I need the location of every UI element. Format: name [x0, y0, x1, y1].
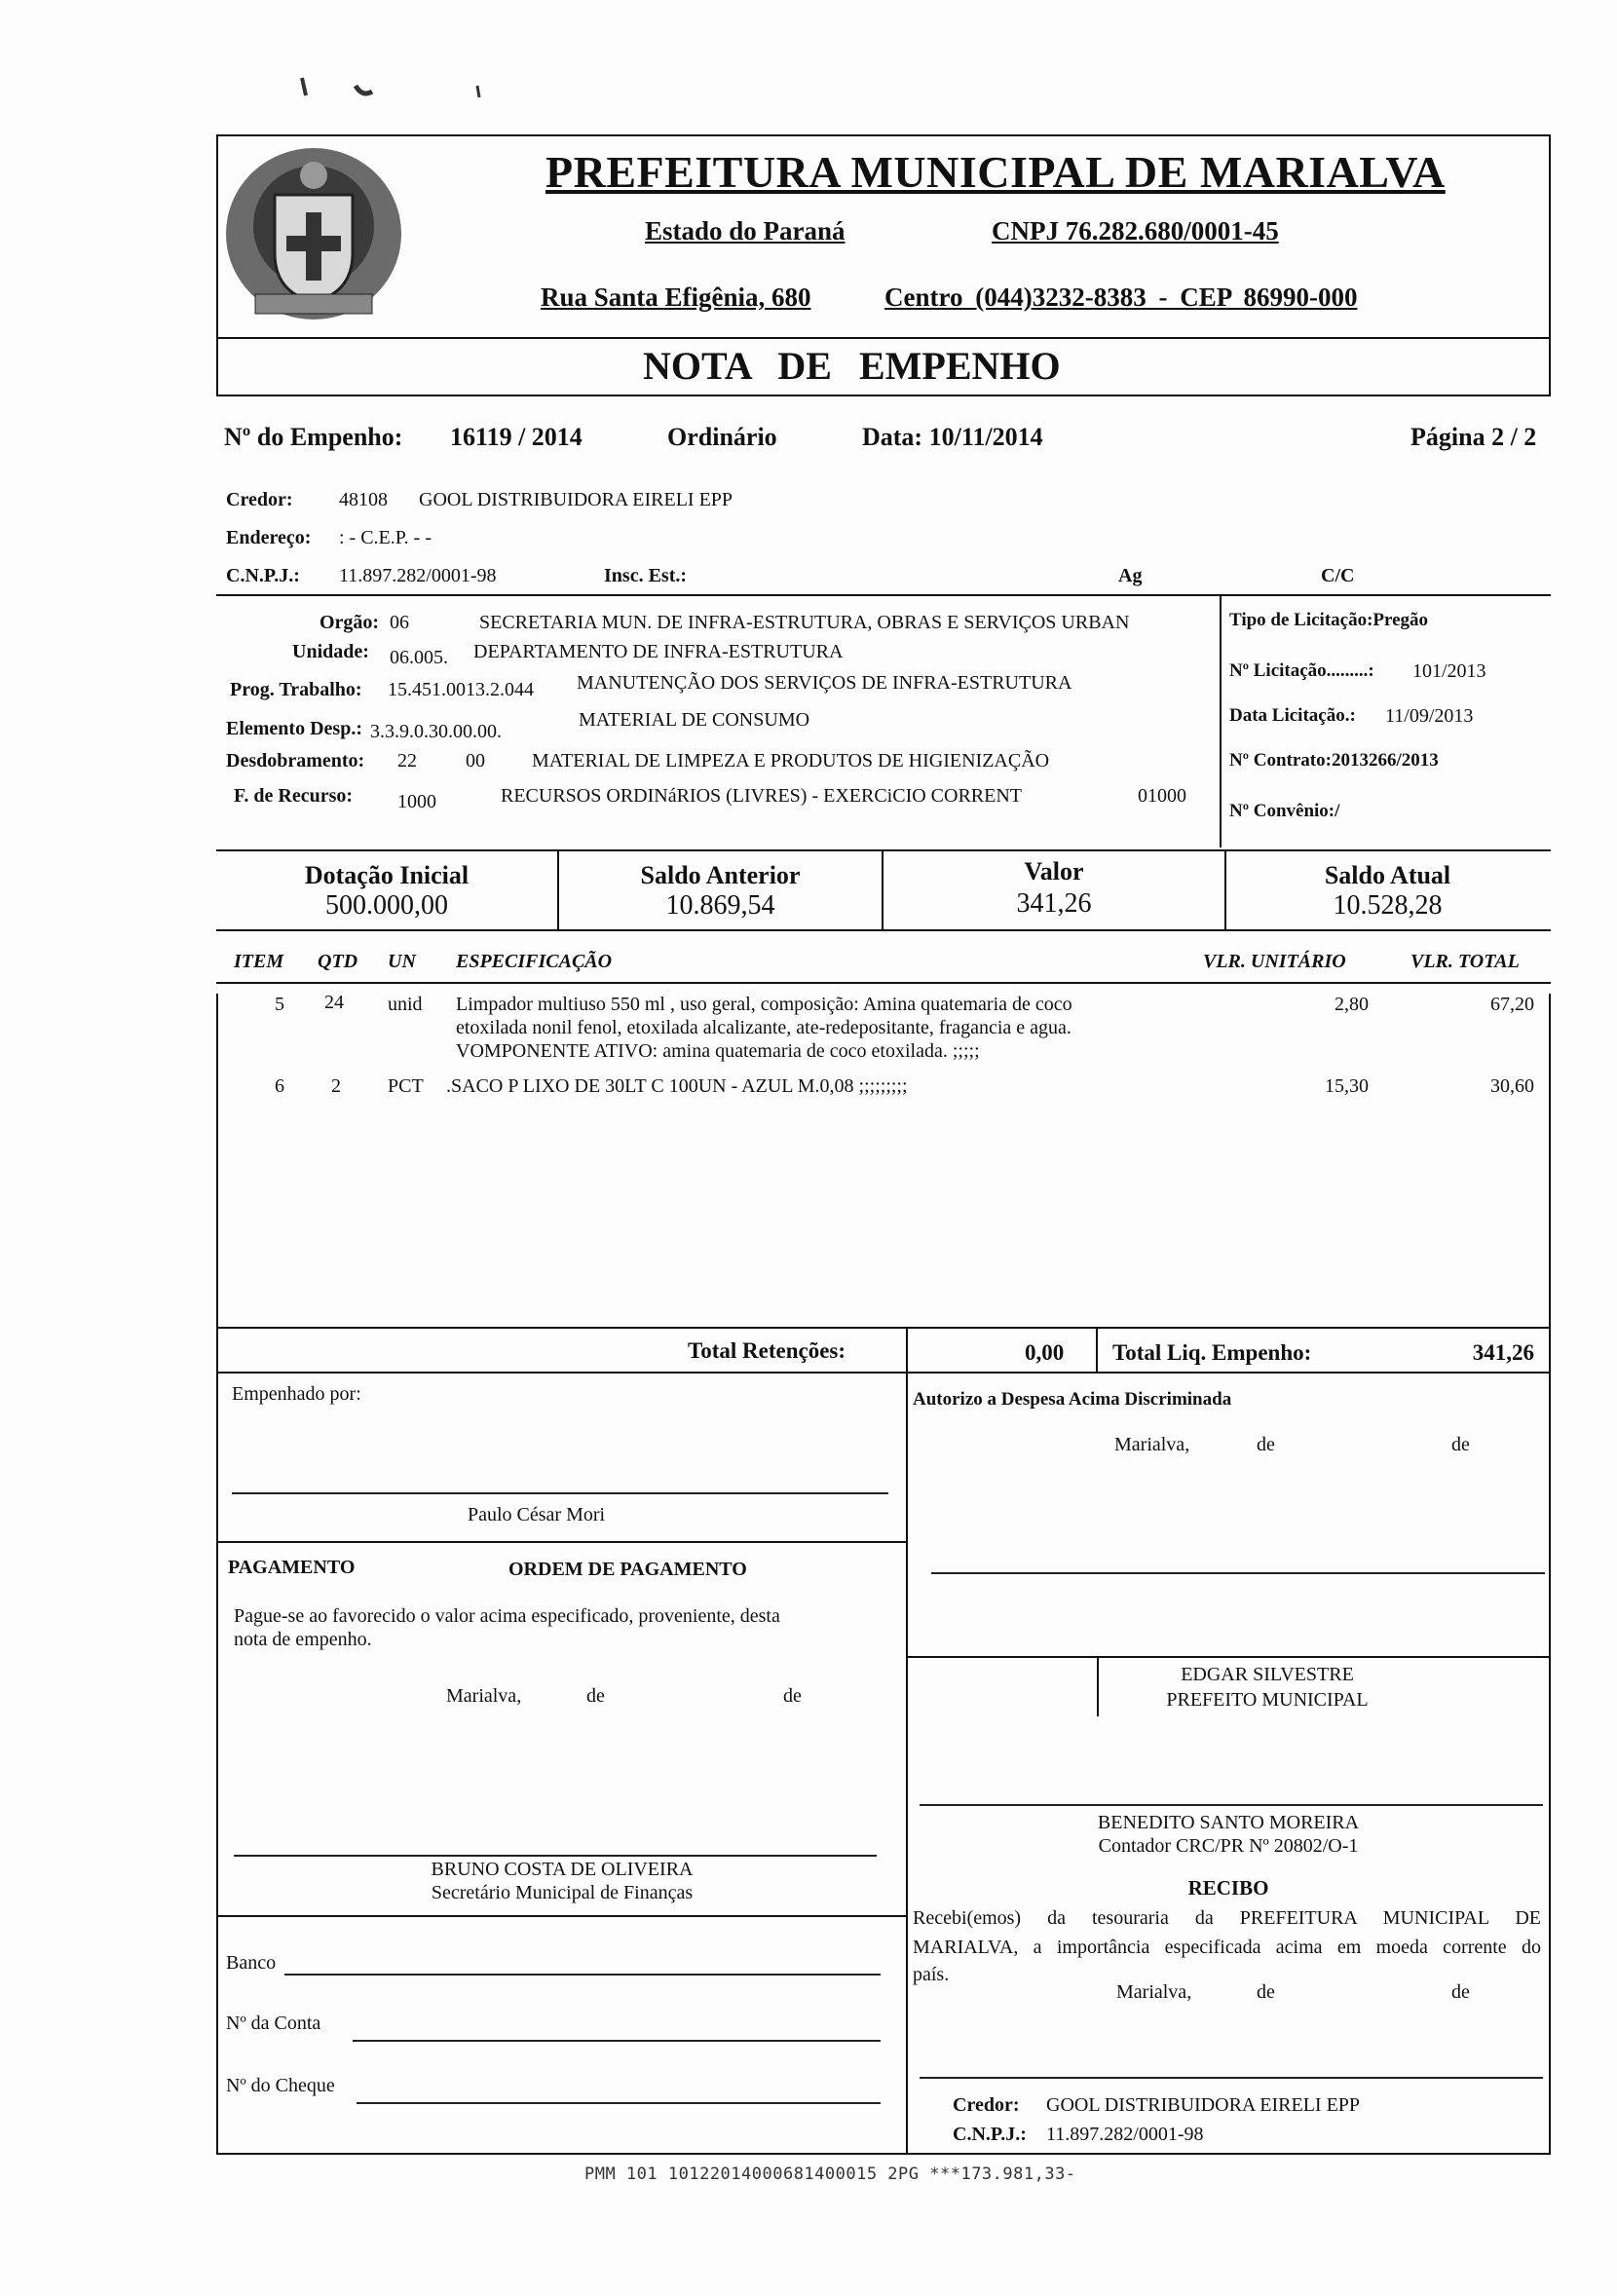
row-unit-value: 2,80 — [1335, 994, 1369, 1015]
row-un: PCT — [388, 1075, 424, 1097]
credor-code: 48108 — [339, 489, 388, 510]
valor-label: Valor — [1024, 857, 1084, 885]
pagamento-de-2: de — [783, 1685, 802, 1707]
total-retencoes-label: Total Retenções: — [688, 1338, 846, 1363]
total-liq-value: 341,26 — [1472, 1340, 1534, 1365]
total-liq-label: Total Liq. Empenho: — [1112, 1340, 1312, 1365]
pague-se-line2: nota de empenho. — [234, 1629, 372, 1650]
empenho-number-label: Nº do Empenho: — [224, 423, 403, 451]
orgao-label: Orgão: — [320, 612, 380, 633]
secretario-cargo: Secretário Municipal de Finanças — [431, 1882, 694, 1903]
elemento-desp-label: Elemento Desp.: — [226, 718, 362, 739]
state-name: Estado do Paraná — [645, 216, 846, 245]
prefeitura-title: PREFEITURA MUNICIPAL DE MARIALVA — [545, 147, 1446, 197]
cnpj-value: 11.897.282/0001-98 — [339, 565, 497, 586]
page-number: Página 2 / 2 — [1410, 423, 1537, 451]
contrato-number: Nº Contrato:2013266/2013 — [1229, 750, 1439, 771]
unidade-label: Unidade: — [292, 641, 369, 662]
row-qtd: 2 — [331, 1075, 341, 1097]
endereco-value: : - C.E.P. - - — [339, 527, 432, 548]
fonte-recurso-desc: RECURSOS ORDINáRIOS (LIVRES) - EXERCiCIO CORRENT — [501, 785, 1023, 807]
desdobramento-code: 22 — [397, 750, 417, 772]
saldo-anterior-value: 10.869,54 — [665, 890, 775, 921]
fonte-recurso-num: 01000 — [1138, 785, 1186, 807]
credor-label: Credor: — [226, 489, 293, 510]
footer-credor-value: GOOL DISTRIBUIDORA EIRELI EPP — [1046, 2094, 1361, 2116]
prog-trabalho-desc: MANUTENÇÃO DOS SERVIÇOS DE INFRA-ESTRUTURA — [577, 672, 1072, 694]
desdobramento-sub: 00 — [466, 750, 485, 772]
total-retencoes-value: 0,00 — [1025, 1340, 1065, 1365]
recibo-line1: Recebi(emos) da tesouraria da PREFEITURA MUNICIPAL DE — [913, 1907, 1541, 1929]
row-desc-line1: Limpador multiuso 550 ml , uso geral, composição: Amina quatemaria de coco — [456, 994, 1072, 1015]
dotacao-inicial-value: 500.000,00 — [325, 890, 448, 921]
desdobramento-label: Desdobramento: — [226, 750, 365, 772]
footer-cnpj-value: 11.897.282/0001-98 — [1046, 2124, 1204, 2145]
col-item: ITEM — [234, 951, 284, 972]
valor-value: 341,26 — [1016, 888, 1092, 919]
unidade-code: 06.005. — [390, 647, 448, 668]
cc-label: C/C — [1321, 565, 1355, 586]
tipo-licitacao: Tipo de Licitação:Pregão — [1229, 610, 1429, 630]
fonte-recurso-code: 1000 — [397, 791, 436, 812]
row-item: 5 — [275, 994, 284, 1015]
empenho-type: Ordinário — [667, 423, 777, 451]
autorizo-de-2: de — [1451, 1434, 1470, 1455]
row-desc-line3: VOMPONENTE ATIVO: amina quatemaria de coco etoxilada. ;;;;; — [456, 1040, 980, 1062]
recibo-de-2: de — [1451, 1981, 1470, 2003]
row-total-value: 67,20 — [1490, 994, 1534, 1015]
pague-se-line1: Pague-se ao favorecido o valor acima especificado, proveniente, desta — [234, 1605, 780, 1627]
empenhado-por-label: Empenhado por: — [232, 1383, 361, 1405]
empenhado-por-nome: Paulo César Mori — [468, 1504, 606, 1525]
empenho-date: Data: 10/11/2014 — [862, 423, 1043, 451]
cnpj-label: C.N.P.J.: — [226, 565, 300, 586]
insc-est-label: Insc. Est.: — [604, 565, 688, 586]
credor-name: GOOL DISTRIBUIDORA EIRELI EPP — [419, 489, 733, 510]
prog-trabalho-label: Prog. Trabalho: — [230, 679, 362, 700]
row-qtd: 24 — [324, 992, 344, 1013]
licitacao-num: 101/2013 — [1412, 660, 1486, 682]
row-unit-value: 15,30 — [1325, 1075, 1369, 1097]
col-qtd: QTD — [318, 951, 358, 972]
recibo-line2: MARIALVA, a importância especificada acima em moeda corrente do — [913, 1937, 1541, 1958]
empenho-number: 16119 / 2014 — [450, 423, 583, 451]
banco-label: Banco — [226, 1952, 277, 1974]
endereco-label: Endereço: — [226, 527, 312, 548]
municipal-coat-of-arms-icon — [216, 136, 411, 336]
orgao-desc: SECRETARIA MUN. DE INFRA-ESTRUTURA, OBRAS E SERVIÇOS URBAN — [479, 612, 1130, 633]
col-un: UN — [388, 951, 416, 972]
contador-nome: BENEDITO SANTO MOREIRA — [1097, 1812, 1360, 1833]
unidade-desc: DEPARTAMENTO DE INFRA-ESTRUTURA — [473, 641, 844, 662]
recibo-title: RECIBO — [1187, 1876, 1269, 1900]
col-vlr-unitario: VLR. UNITÁRIO — [1203, 951, 1346, 972]
prefeito-cargo: PREFEITO MUNICIPAL — [1166, 1689, 1369, 1711]
licitacao-num-label: Nº Licitação.........: — [1229, 660, 1374, 681]
autorizo-de-1: de — [1257, 1434, 1275, 1455]
pagamento-label: PAGAMENTO — [228, 1557, 356, 1578]
cheque-label: Nº do Cheque — [226, 2075, 335, 2096]
recibo-marialva: Marialva, — [1116, 1981, 1192, 2003]
saldo-atual-label: Saldo Atual — [1324, 861, 1451, 889]
bank-stamp: PMM 101 10122014000681400015 2PG ***173.981,33- — [584, 2164, 1076, 2184]
header-address: Rua Santa Efigênia, 680 — [541, 282, 811, 312]
saldo-anterior-label: Saldo Anterior — [640, 861, 801, 889]
saldo-atual-value: 10.528,28 — [1333, 890, 1443, 921]
elemento-desp-code: 3.3.9.0.30.00.00. — [370, 721, 502, 742]
autorizo-marialva: Marialva, — [1114, 1434, 1190, 1455]
convenio-number: Nº Convênio:/ — [1229, 801, 1340, 821]
dotacao-inicial-label: Dotação Inicial — [304, 861, 470, 889]
conta-label: Nº da Conta — [226, 2013, 321, 2034]
ag-label: Ag — [1118, 565, 1143, 586]
pagamento-marialva: Marialva, — [446, 1685, 522, 1707]
secretario-nome: BRUNO COSTA DE OLIVEIRA — [431, 1859, 694, 1880]
contador-cargo: Contador CRC/PR Nº 20802/O-1 — [1098, 1835, 1359, 1857]
footer-cnpj-label: C.N.P.J.: — [953, 2124, 1027, 2145]
prog-trabalho-code: 15.451.0013.2.044 — [388, 679, 534, 700]
row-desc-line1: .SACO P LIXO DE 30LT C 100UN - AZUL M.0,08 ;;;;;;;;; — [446, 1075, 908, 1097]
footer-credor-label: Credor: — [953, 2094, 1020, 2116]
row-total-value: 30,60 — [1490, 1075, 1534, 1097]
autorizo-label: Autorizo a Despesa Acima Discriminada — [913, 1389, 1232, 1410]
document-title: NOTA DE EMPENHO — [643, 344, 1061, 388]
row-desc-line2: etoxilada nonil fenol, etoxilada alcalizante, ate-redepositante, fragancia e agua. — [456, 1017, 1072, 1038]
pagamento-de-1: de — [586, 1685, 605, 1707]
scan-marks — [253, 68, 526, 107]
ordem-pagamento-label: ORDEM DE PAGAMENTO — [508, 1559, 747, 1580]
prefeito-nome: EDGAR SILVESTRE — [1181, 1664, 1354, 1685]
recibo-de-1: de — [1257, 1981, 1275, 2003]
recibo-line3: país. — [913, 1964, 950, 1985]
orgao-code: 06 — [390, 612, 409, 633]
header-phone-cep: Centro (044)3232-8383 - CEP 86990-000 — [884, 282, 1358, 312]
col-especificacao: ESPECIFICAÇÃO — [456, 951, 613, 972]
desdobramento-desc: MATERIAL DE LIMPEZA E PRODUTOS DE HIGIENIZAÇÃO — [532, 750, 1050, 772]
row-item: 6 — [275, 1075, 284, 1097]
row-un: unid — [388, 994, 423, 1015]
elemento-desp-desc: MATERIAL DE CONSUMO — [579, 709, 810, 731]
header-cnpj: CNPJ 76.282.680/0001-45 — [992, 216, 1279, 245]
col-vlr-total: VLR. TOTAL — [1410, 951, 1520, 972]
licitacao-data: 11/09/2013 — [1385, 705, 1474, 727]
licitacao-data-label: Data Licitação.: — [1229, 705, 1356, 726]
fonte-recurso-label: F. de Recurso: — [234, 785, 354, 807]
